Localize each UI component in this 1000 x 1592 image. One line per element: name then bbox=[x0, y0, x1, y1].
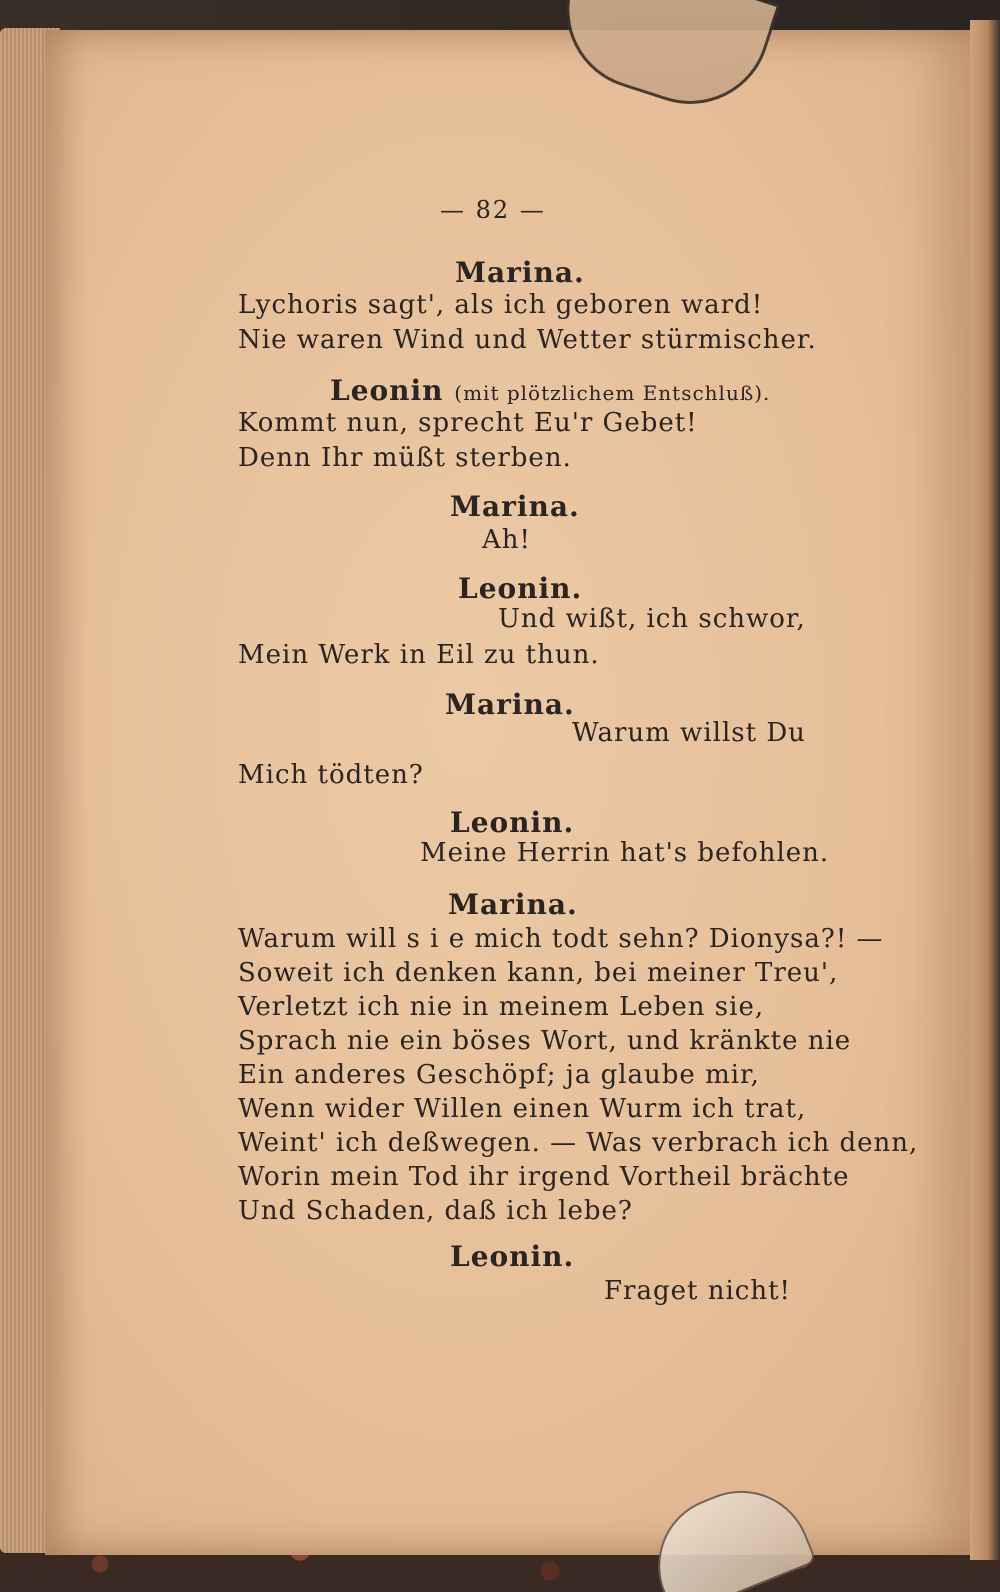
verse-line: Mein Werk in Eil zu thun. bbox=[238, 640, 600, 670]
speaker-marina: Marina. bbox=[448, 888, 578, 921]
verse-line: Weint' ich deßwegen. — Was verbrach ich denn, bbox=[238, 1128, 919, 1158]
speaker-leonin: Leonin. bbox=[458, 572, 583, 605]
verse-line: Meine Herrin hat's befohlen. bbox=[420, 838, 830, 868]
speaker-name: Leonin bbox=[330, 374, 444, 407]
verse-line: Wenn wider Willen einen Wurm ich trat, bbox=[238, 1094, 807, 1124]
verse-line: Worin mein Tod ihr irgend Vortheil brächte bbox=[238, 1162, 850, 1192]
page-number: — 82 — bbox=[440, 196, 546, 224]
speaker-leonin: Leonin. bbox=[450, 1240, 575, 1273]
verse-line: Mich tödten? bbox=[238, 760, 424, 790]
verse-line: Fraget nicht! bbox=[604, 1276, 791, 1306]
speaker-leonin bbox=[330, 374, 770, 407]
verse-line: Und wißt, ich schwor, bbox=[498, 604, 806, 634]
verse-line: Kommt nun, sprecht Eu'r Gebet! bbox=[238, 408, 698, 438]
speaker-marina: Marina. bbox=[445, 688, 575, 721]
speaker-leonin: Leonin. bbox=[450, 806, 575, 839]
verse-line: Lychoris sagt', als ich geboren ward! bbox=[238, 290, 764, 320]
verse-line: Und Schaden, daß ich lebe? bbox=[238, 1196, 633, 1226]
verse-line: Warum willst Du bbox=[572, 718, 806, 748]
verse-line: Denn Ihr müßt sterben. bbox=[238, 443, 572, 473]
verse-line: Ah! bbox=[482, 525, 531, 555]
verse-line: Verletzt ich nie in meinem Leben sie, bbox=[238, 992, 765, 1022]
verse-line: Nie waren Wind und Wetter stürmischer. bbox=[238, 325, 817, 355]
verse-line: Ein anderes Geschöpf; ja glaube mir, bbox=[238, 1060, 760, 1090]
verse-line: Warum will s i e mich todt sehn? Dionysa?! — bbox=[238, 924, 884, 954]
speaker-marina: Marina. bbox=[455, 256, 585, 289]
stage-direction: (mit plötzlichem Entschluß). bbox=[454, 381, 771, 405]
verse-line: Soweit ich denken kann, bei meiner Treu', bbox=[238, 958, 839, 988]
verse-line: Sprach nie ein böses Wort, und kränkte nie bbox=[238, 1026, 852, 1056]
speaker-marina: Marina. bbox=[450, 490, 580, 523]
